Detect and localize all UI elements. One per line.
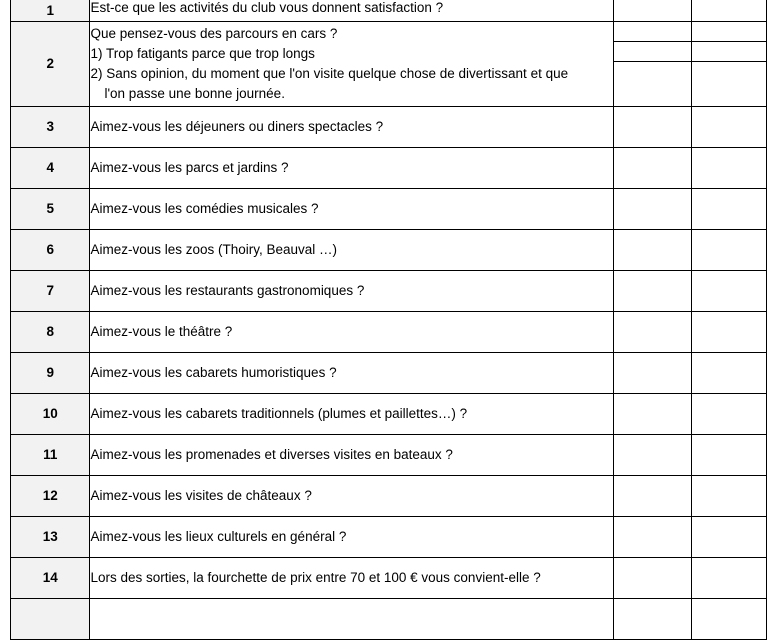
table-row bbox=[11, 148, 767, 189]
answer-cell[interactable] bbox=[691, 353, 766, 394]
answer-cell[interactable] bbox=[691, 476, 766, 517]
table-row bbox=[11, 353, 767, 394]
question-option: 1) Trop fatigants parce que trop longs bbox=[90, 46, 315, 61]
answer-cell[interactable] bbox=[614, 394, 691, 435]
question-number: 5 bbox=[11, 189, 90, 230]
question-text: Est-ce que les activités du club vous donnent satisfaction ? bbox=[90, 0, 614, 22]
answer-cell[interactable] bbox=[614, 22, 691, 107]
question-number: 11 bbox=[11, 435, 90, 476]
table-row bbox=[11, 312, 767, 353]
answer-cell[interactable] bbox=[691, 22, 766, 107]
table-row bbox=[11, 476, 767, 517]
question-text: Aimez-vous le théâtre ? bbox=[90, 312, 614, 353]
answer-subcell[interactable] bbox=[614, 62, 690, 81]
question-number: 14 bbox=[11, 558, 90, 599]
question-text: Aimez-vous les déjeuners ou diners spectacles ? bbox=[90, 107, 614, 148]
question-text bbox=[90, 599, 614, 640]
question-number: 3 bbox=[11, 107, 90, 148]
answer-cell[interactable] bbox=[614, 312, 691, 353]
answer-subcell[interactable] bbox=[692, 62, 766, 81]
answer-cell[interactable] bbox=[691, 312, 766, 353]
question-number: 12 bbox=[11, 476, 90, 517]
question-text: Aimez-vous les comédies musicales ? bbox=[90, 189, 614, 230]
table-row bbox=[11, 230, 767, 271]
table-row bbox=[11, 22, 767, 107]
answer-subcell[interactable] bbox=[692, 22, 766, 42]
answer-cell[interactable] bbox=[691, 230, 766, 271]
answer-subcell[interactable] bbox=[614, 22, 690, 42]
answer-cell[interactable] bbox=[614, 517, 691, 558]
table-row bbox=[11, 435, 767, 476]
question-text: Aimez-vous les visites de châteaux ? bbox=[90, 476, 614, 517]
answer-subcell[interactable] bbox=[614, 42, 690, 62]
question-number: 13 bbox=[11, 517, 90, 558]
answer-cell[interactable] bbox=[691, 517, 766, 558]
question-text: Lors des sorties, la fourchette de prix entre 70 et 100 € vous convient-elle ? bbox=[90, 558, 614, 599]
table-row bbox=[11, 0, 767, 22]
table-row bbox=[11, 189, 767, 230]
table-row bbox=[11, 107, 767, 148]
question-number: 10 bbox=[11, 394, 90, 435]
question-text: Aimez-vous les restaurants gastronomiques ? bbox=[90, 271, 614, 312]
question-text: Aimez-vous les cabarets traditionnels (plumes et paillettes…) ? bbox=[90, 394, 614, 435]
answer-cell[interactable] bbox=[614, 230, 691, 271]
question-text: Aimez-vous les lieux culturels en général ? bbox=[90, 517, 614, 558]
question-text: Aimez-vous les promenades et diverses visites en bateaux ? bbox=[90, 435, 614, 476]
question-number: 6 bbox=[11, 230, 90, 271]
answer-cell[interactable] bbox=[614, 599, 691, 640]
question-option-continued: l'on passe une bonne journée. bbox=[104, 86, 285, 101]
answer-cell[interactable] bbox=[691, 599, 766, 640]
table-row bbox=[11, 271, 767, 312]
answer-cell[interactable] bbox=[691, 189, 766, 230]
question-text: Aimez-vous les cabarets humoristiques ? bbox=[90, 353, 614, 394]
answer-cell[interactable] bbox=[691, 558, 766, 599]
survey-table bbox=[10, 0, 767, 640]
answer-cell[interactable] bbox=[691, 394, 766, 435]
answer-cell[interactable] bbox=[691, 107, 766, 148]
answer-cell[interactable] bbox=[614, 148, 691, 189]
answer-cell[interactable] bbox=[691, 435, 766, 476]
question-option: 2) Sans opinion, du moment que l'on visite quelque chose de divertissant et que bbox=[90, 66, 569, 81]
question-number: 9 bbox=[11, 353, 90, 394]
table-row bbox=[11, 517, 767, 558]
answer-cell[interactable] bbox=[614, 107, 691, 148]
table-row bbox=[11, 394, 767, 435]
answer-cell[interactable] bbox=[614, 0, 691, 22]
table-row bbox=[11, 599, 767, 640]
answer-cell[interactable] bbox=[614, 353, 691, 394]
answer-cell[interactable] bbox=[614, 189, 691, 230]
question-number: 1 bbox=[11, 0, 90, 22]
question-number bbox=[11, 599, 90, 640]
answer-cell[interactable] bbox=[691, 0, 766, 22]
table-row bbox=[11, 558, 767, 599]
question-number: 2 bbox=[11, 22, 90, 107]
question-text bbox=[90, 22, 614, 107]
question-text: Aimez-vous les zoos (Thoiry, Beauval …) bbox=[90, 230, 614, 271]
answer-cell[interactable] bbox=[614, 271, 691, 312]
question-text: Aimez-vous les parcs et jardins ? bbox=[90, 148, 614, 189]
answer-cell[interactable] bbox=[691, 271, 766, 312]
answer-cell[interactable] bbox=[614, 476, 691, 517]
question-number: 7 bbox=[11, 271, 90, 312]
answer-subcell[interactable] bbox=[692, 42, 766, 62]
question-number: 8 bbox=[11, 312, 90, 353]
question-number: 4 bbox=[11, 148, 90, 189]
answer-cell[interactable] bbox=[614, 435, 691, 476]
question-line: Que pensez-vous des parcours en cars ? bbox=[90, 26, 338, 41]
answer-cell[interactable] bbox=[691, 148, 766, 189]
answer-cell[interactable] bbox=[614, 558, 691, 599]
